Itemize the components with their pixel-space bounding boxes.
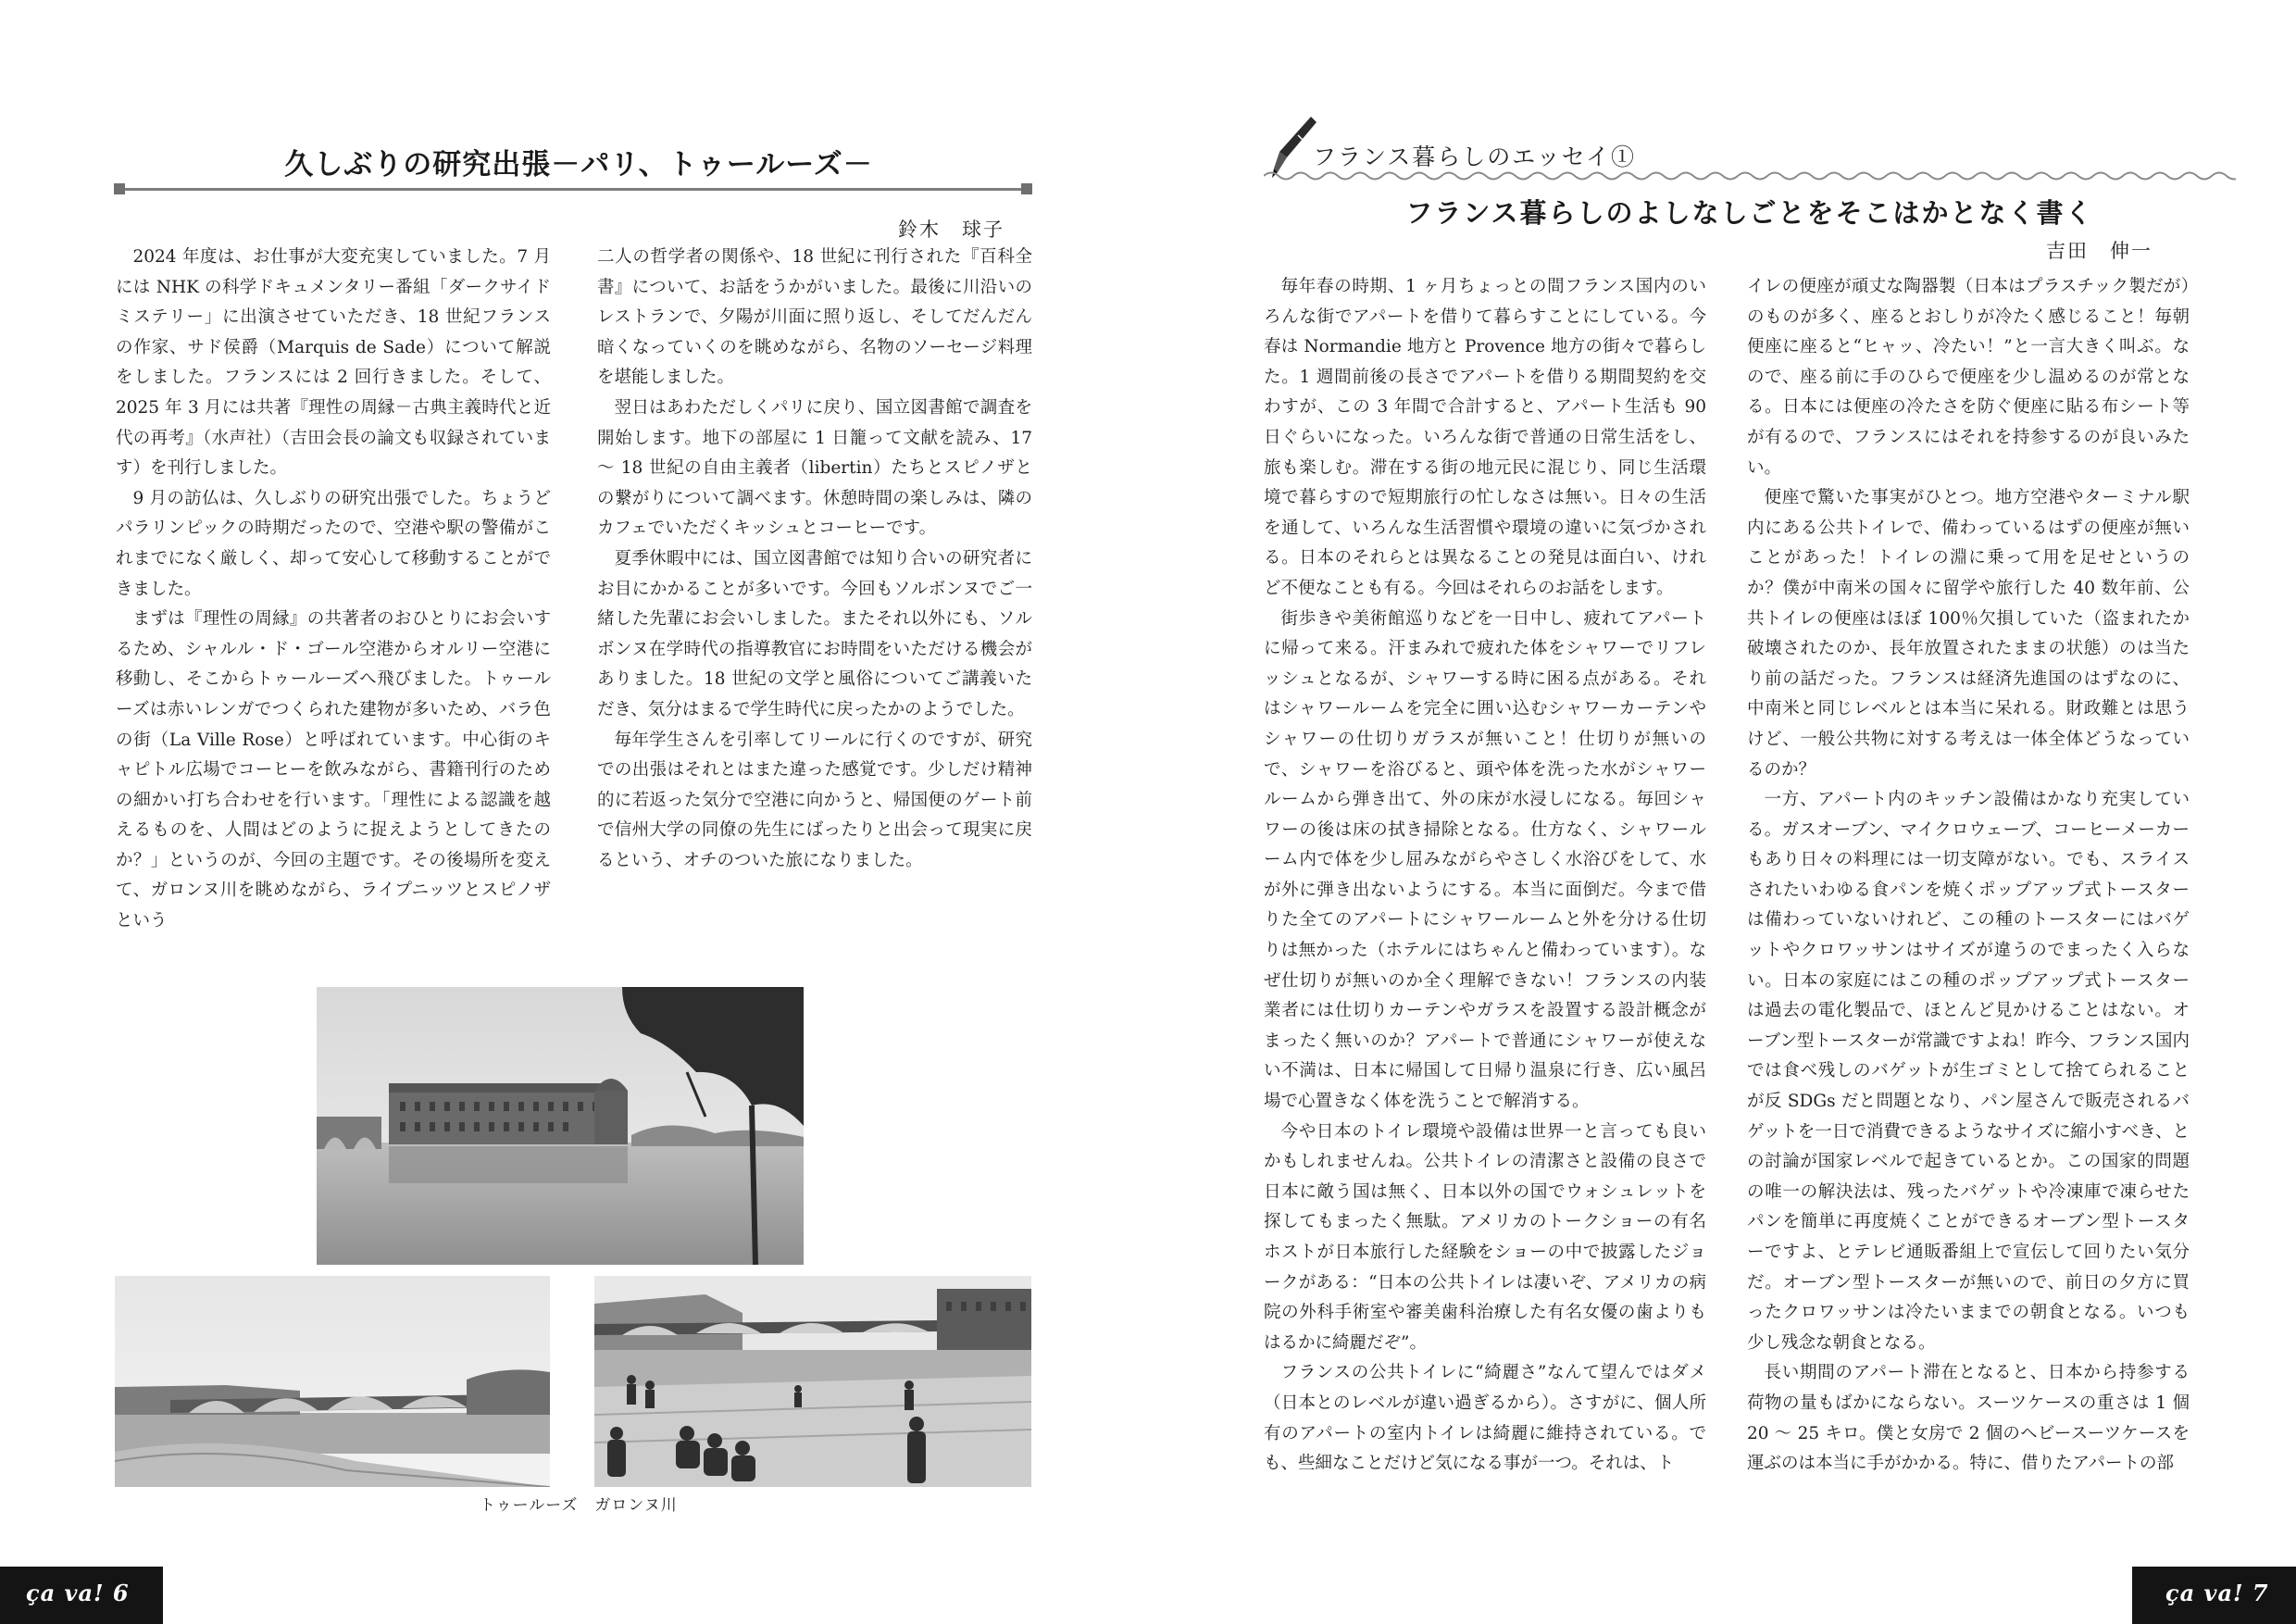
title-rule-cap-right [1021,183,1032,194]
paragraph: まずは『理性の周縁』の共著者のおひとりにお会いするため、シャルル・ド・ゴール空港からオルリー空港に移動し、そこからトゥールーズへ飛びました。トゥールーズは赤いレンガでつくられた建物が多いため、バラ色の街（La Ville Rose）と呼ばれています。中心街のキャピトル広場でコーヒーを飲みながら、書籍刊行のための細かい打ち合わせを行います。「理性による認識を越えるものを、人間はどのように捉えようとしてきたのか？」というのが、今回の主題です。その後場所を変えて、ガロンヌ川を眺めながら、ライプニッツとスピノザという [116,609,551,931]
paragraph: 街歩きや美術館巡りなどを一日中し、疲れてアパートに帰って来る。汗まみれで疲れた体をシャワーでリフレッシュとなるが、シャワーする時に困る点がある。それはシャワールームを完全に囲い込むシャワーカーテンやシャワーの仕切りガラスが無いこと！仕切りが無いので、シャワーを浴びると、頭や体を洗った水がシャワールームから弾き出て、外の床が水浸しになる。毎回シャワーの後は床の拭き掃除となる。仕方なく、シャワールーム内で体を少し屈みながらやさしく水浴びをして、水が外に弾き出ないようにする。本当に面倒だ。今まで借りた全てのアパートにシャワールームと外を分ける仕切りは無かった（ホテルにはちゃんと備わっています）。なぜ仕切りが無いのか全く理解できない！フランスの内装業者には仕切りカーテンやガラスを設置する設計概念がまったく無いのか？アパートで普通にシャワーが使えない不満は、日本に帰国して日帰り温泉に行き、広い風呂場で心置きなく体を洗うことで解消する。 [1264,608,1706,1112]
photo-river-building [317,987,804,1265]
footer-page-number-right [2132,1567,2296,1624]
paragraph: 今や日本のトイレ環境や設備は世界一と言っても良いかもしれませんね。公共トイレの清潔さと設備の良さで日本に敵う国は無く、日本以外の国でウォシュレットを探してもまったく無駄。アメリカのトークショーの有名ホストが日本旅行した経験をショーの中で披露したジョークがある：“日本の公共トイレは凄いぞ、アメリカの病院の外科手術室や審美歯科治療した有名女優の歯よりもはるかに綺麗だぞ”。 [1264,1121,1706,1353]
paragraph: フランスの公共トイレに“綺麗さ”なんて望んではダメ（日本とのレベルが違い過ぎるから）。さすがに、個人所有のアパートの室内トイレは綺麗に維持されている。でも、些細なことだけど気になる事が一つ。それは、ト [1264,1363,1706,1474]
paragraph: 毎年春の時期、1 ヶ月ちょっとの間フランス国内のいろんな街でアパートを借りて暮らすことにしている。今春は Normandie 地方と Provence 地方の街々で暮らした。1 週間前後の長さでアパートを借りる期間契約を交わすが、この 3 年間で合計すると、アパート生活も 90 日ぐらいになった。いろんな街で普通の日常生活をし、旅も楽しむ。滞在する街の地元民に混じり、同じ生活環境で暮らすので短期旅行の忙しなさは無い。日々の生活を通して、いろんな生活習慣や環境の違いに気づかされる。日本のそれらとは異なることの発見は面白い、けれど不便なことも有る。今回はそれらのお話をします。 [1264,277,1706,598]
right-column-2 [1747,272,2190,1480]
photo-riverside-people [594,1276,1031,1487]
paragraph: 二人の哲学者の関係や、18 世紀に刊行された『百科全書』について、お話をうかがいました。最後に川沿いのレストランで、夕陽が川面に照り返し、そしてだんだん暗くなっていくのを眺めながら、名物のソーセージ料理を堪能しました。 [597,247,1032,388]
essay-series-label: フランス暮らしのエッセイ① [1313,144,1637,170]
title-rule [116,188,1030,191]
wavy-rule [1264,169,2236,181]
paragraph: 長い期間のアパート滞在となると、日本から持参する荷物の量もばかにならない。スーツケースの重さは 1 個 20 ～ 25 キロ。僕と女房で 2 個のヘビースーツケースを運ぶのは本当に手がかかる。特に、借りたアパートの部 [1747,1363,2190,1474]
paragraph: 翌日はあわただしくパリに戻り、国立図書館で調査を開始します。地下の部屋に 1 日籠って文献を読み、17 ～ 18 世紀の自由主義者（libertin）たちとスピノザとの繋がりについて調べます。休憩時間の楽しみは、隣のカフェでいただくキッシュとコーヒーです。 [597,397,1032,539]
footer-text-left: ça va! 6 [26,1580,130,1606]
paragraph: 一方、アパート内のキッチン設備はかなり充実している。ガスオーブン、マイクロウェーブ、コーヒーメーカーもあり日々の料理には一切支障がない。でも、スライスされたいわゆる食パンを焼くポップアップ式トースターは備わっていないけれど、この種のトースターにはバゲットやクロワッサンはサイズが違うのでまったく入らない。日本の家庭にはこの種のポップアップ式トースターは過去の電化製品で、ほとんど見かけることはない。オーブン型トースターが常識ですよね！昨今、フランス国内では食べ残しのバゲットが生ゴミとして捨てられることが反 SDGs だと問題となり、パン屋さんで販売されるバゲットを一日で消費できるようなサイズに縮小すべき、との討論が国家レベルで起きているとか。この国家的問題の唯一の解決法は、残ったバゲットや冷凍庫で凍らせたパンを簡単に再度焼くことができるオーブン型トースターですよ、とテレビ通販番組上で宣伝して回りたい気分だ。オーブン型トースターが無いので、前日の夕方に買ったクロワッサンは冷たいままでの朝食となる。いつも少し残念な朝食となる。 [1747,790,2190,1353]
left-author: 鈴木 球子 [898,219,1004,241]
footer-page-number-left [0,1567,163,1624]
paragraph: 2024 年度は、お仕事が大変充実していました。7 月には NHK の科学ドキュメンタリー番組「ダークサイドミステリー」に出演させていただき、18 世紀フランスの作家、サド侯爵（Marquis de Sade）について解説をしました。フランスには 2 回行きました。そして、2025 年 3 月には共著『理性の周縁－古典主義時代と近代の再考』（水声社）（吉田会長の論文も収録されています）を刊行しました。 [116,247,551,479]
photo-bridge [115,1276,550,1487]
left-column-1 [116,243,551,937]
paragraph: 9 月の訪仏は、久しぶりの研究出張でした。ちょうどパラリンピックの時期だったので、空港や駅の警備がこれまでになく厳しく、却って安心して移動することができました。 [116,488,551,599]
paragraph: 毎年学生さんを引率してリールに行くのですが、研究での出張はそれとはまた違った感覚です。少しだけ精神的に若返った気分で空港に向かうと、帰国便のゲート前で信州大学の同僚の先生にばったりと出会って現実に戻るという、オチのついた旅になりました。 [597,730,1032,870]
left-article-title: 久しぶりの研究出張－パリ、トゥールーズ－ [284,148,873,181]
right-column-1 [1264,272,1706,1480]
footer-text-right: ça va! 7 [2165,1580,2269,1606]
paragraph: 夏季休暇中には、国立図書館では知り合いの研究者にお目にかかることが多いです。今回もソルボンヌでご一緒した先輩にお会いしました。またそれ以外にも、ソルボンヌ在学時代の指導教官にお時間をいただける機会がありました。18 世紀の文学と風俗についてご講義いただき、気分はまるで学生時代に戻ったかのようでした。 [597,548,1032,719]
left-column-2 [597,243,1032,876]
right-author: 吉田 伸一 [2046,240,2152,262]
essay-title: フランス暮らしのよしなしごとをそこはかとなく書く [1405,197,2094,229]
paragraph: イレの便座が頑丈な陶器製（日本はプラスチック製だが）のものが多く、座るとおしりが冷たく感じること！毎朝便座に座ると“ヒャッ、冷たい！”と一言大きく叫ぶ。なので、座る前に手のひらで便座を少し温めるのが常となる。日本には便座の冷たさを防ぐ便座に貼る布シート等が有るので、フランスにはそれを持参するのが良いみたい。 [1747,277,2190,478]
photo-caption: トゥールーズ ガロンヌ川 [480,1496,678,1515]
title-rule-cap-left [114,183,125,194]
paragraph: 便座で驚いた事実がひとつ。地方空港やターミナル駅内にある公共トイレで、備わっているはずの便座が無いことがあった！トイレの淵に乗って用を足せというのか？僕が中南米の国々に留学や旅行した 40 数年前、公共トイレの便座はほぼ 100％欠損していた（盗まれたか破壊されたのか、長年放置されたままの状態）のは当たり前の話だった。フランスは経済先進国のはずなのに、中南米と同じレベルとは本当に呆れる。財政難とは思うけど、一般公共物に対する考えは一体全体どうなっているのか？ [1747,488,2190,780]
